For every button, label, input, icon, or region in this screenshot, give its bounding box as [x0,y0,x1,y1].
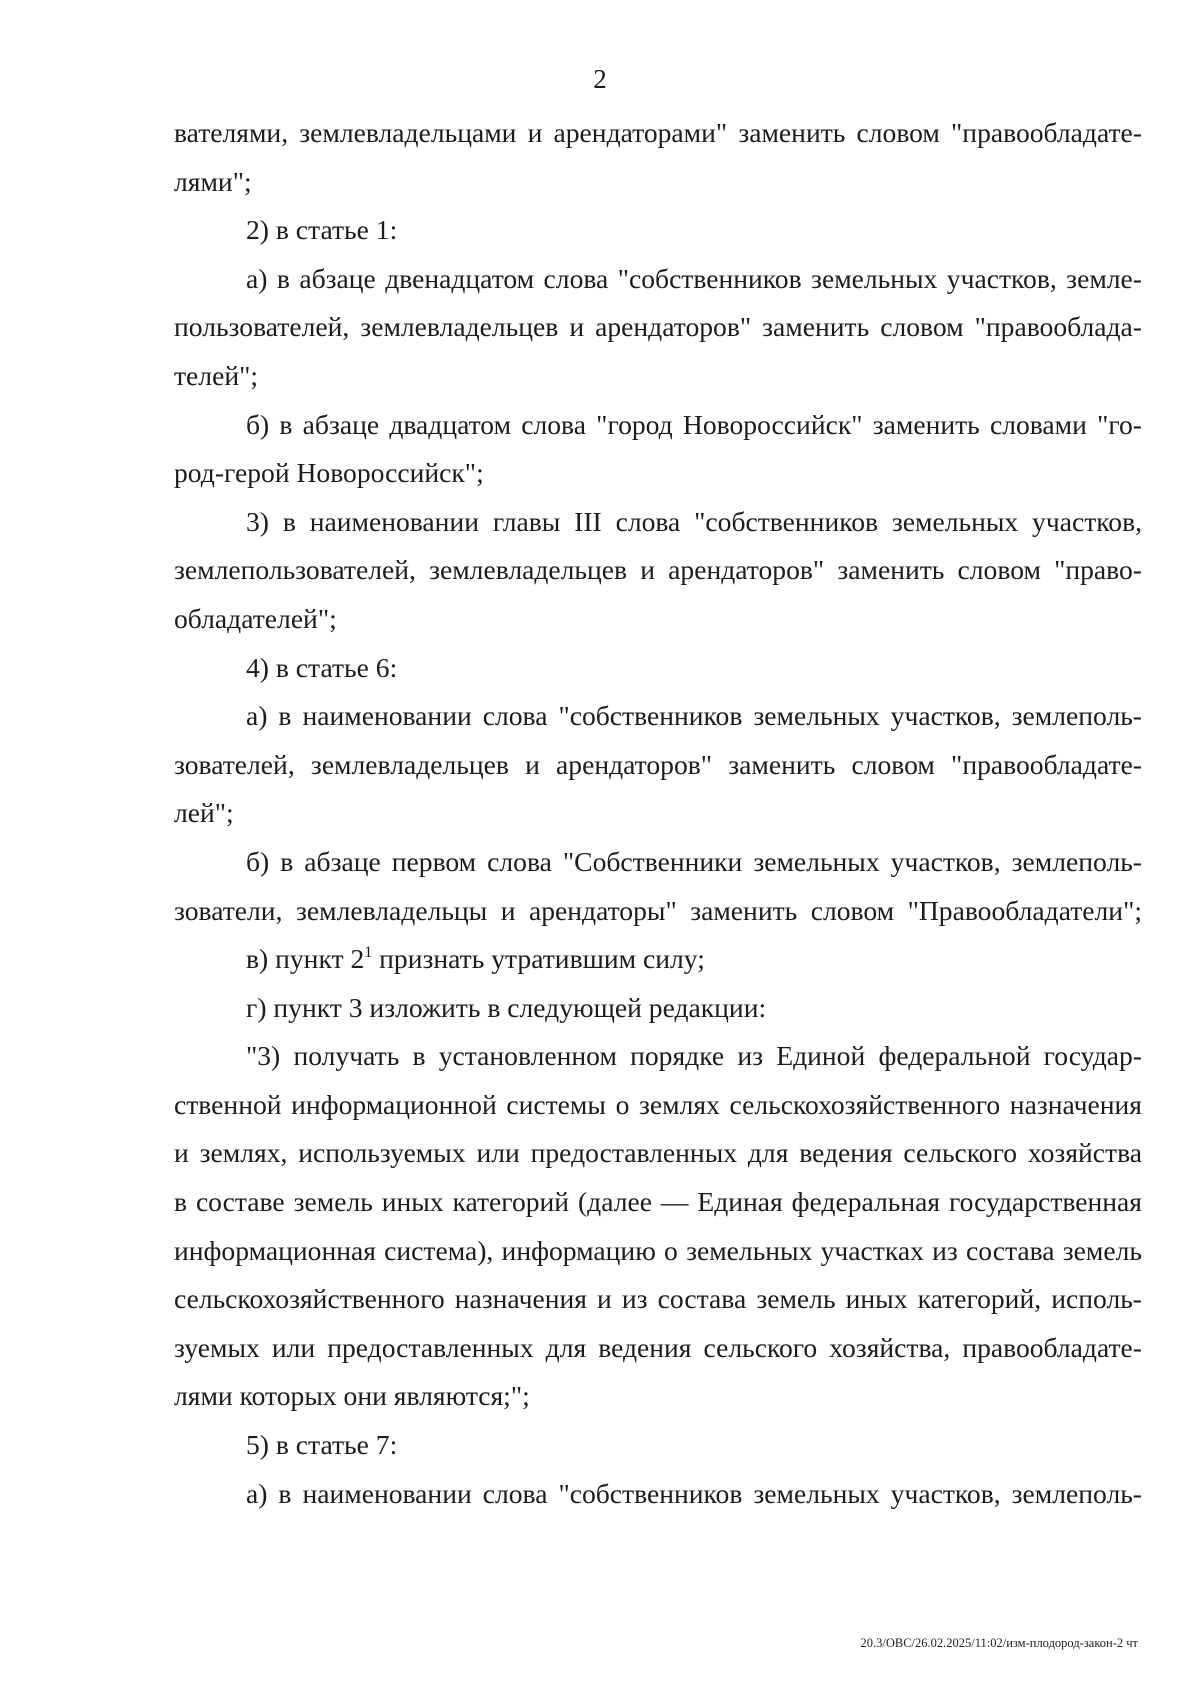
text-line: а) в абзаце двенадцатом слова "собственников земельных участков, земле- [246,262,1142,294]
text-line: и землях, используемых или предоставленных для ведения сельского хозяйства [174,1137,1142,1169]
text-line: землепользователей, землевладельцев и арендаторов" заменить словом "право- [174,554,1142,586]
text-line: г) пункт 3 изложить в следующей редакции: [246,991,767,1023]
text-line: 4) в статье 6: [246,651,398,683]
text-line: лями которых они являются;"; [174,1380,530,1412]
text-line: зователей, землевладельцев и арендаторов" заменить словом "правообладате- [174,748,1142,780]
superscript: 1 [364,944,373,962]
document-body [174,109,1142,1518]
text-line: 2) в статье 1: [246,214,398,246]
text-line [174,935,1142,984]
text-line: пользователей, землевладельцев и арендаторов" заменить словом "правооблада- [174,311,1142,343]
text-line: вателями, землевладельцами и арендаторами" заменить словом "правообладате- [174,117,1142,148]
text-line: в составе земель иных категорий (далее — Единая федеральная государственная [174,1186,1142,1218]
footer-stamp: 20.3/ОВС/26.02.2025/11:02/изм-плодород-закон-2 чт [860,1636,1138,1650]
text-line: ственной информационной системы о землях сельскохозяйственного назначения [174,1088,1142,1120]
text-line: а) в наименовании слова "собственников земельных участков, землеполь- [246,700,1142,732]
text-line: род-герой Новороссийск"; [174,457,484,489]
text-line: б) в абзаце двадцатом слова "город Новороссийск" заменить словами "го- [246,408,1142,440]
text-line: зуемых или предоставленных для ведения сельского хозяйства, правообладате- [174,1331,1142,1363]
text-line: лей"; [174,797,234,829]
text-line: а) в наименовании слова "собственников земельных участков, землеполь- [246,1477,1142,1509]
text-fragment: в) пункт 2 [246,943,365,975]
text-line: сельскохозяйственного назначения и из состава земель иных категорий, исполь- [174,1283,1142,1315]
text-line: б) в абзаце первом слова "Собственники земельных участков, землеполь- [246,845,1142,877]
text-line: информационная система), информацию о земельных участках из состава земель [174,1234,1142,1266]
text-fragment: признать утратившим силу; [372,943,705,975]
text-line: обладателей"; [174,602,337,634]
text-line: 3) в наименовании главы III слова "собственников земельных участков, [246,505,1142,537]
text-line: 5) в статье 7: [246,1429,398,1461]
text-line: "3) получать в установленном порядке из Единой федеральной государ- [246,1040,1142,1072]
text-line: лями"; [174,165,252,197]
text-line: телей"; [174,359,259,391]
page-number: 2 [593,64,607,94]
text-line: зователи, землевладельцы и арендаторы" заменить словом "Правообладатели"; [174,894,1142,926]
